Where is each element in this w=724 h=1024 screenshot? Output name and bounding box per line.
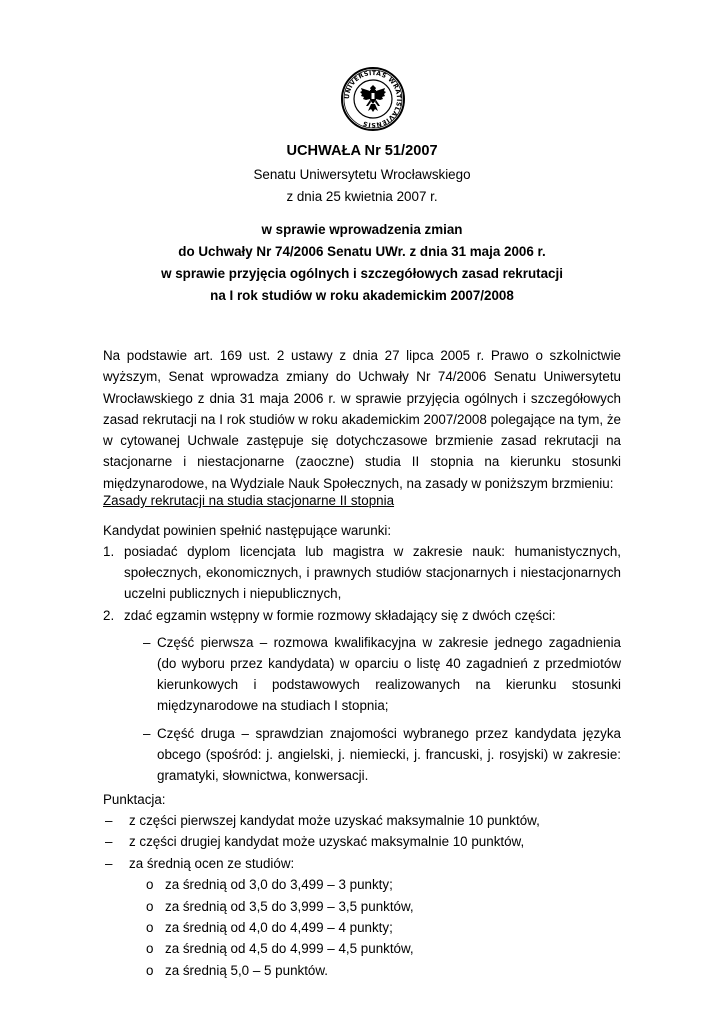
university-seal-icon [341, 67, 405, 131]
item-text: posiadać dyplom licencjata lub magistra w zakresie nauk: humanistycznych, społecznych, ekonomicznych, i prawnych studiów stacjonarnych i niestacjonarnych uczelni publicznych i niepublicznych, [124, 544, 621, 602]
subject-line: w sprawie wprowadzenia zmian [261, 222, 463, 237]
issuer: Senatu Uniwersytetu Wrocławskiego [253, 167, 471, 182]
dash-bullet: – [105, 834, 113, 850]
subject-line: w sprawie przyjęcia ogólnych i szczegółowych zasad rekrutacji [161, 266, 563, 281]
item-text: zdać egzamin wstępny w formie rozmowy składający się z dwóch części: [124, 607, 556, 623]
item-number: 1. [103, 544, 115, 559]
list-item [103, 917, 621, 938]
resolution-title: UCHWAŁA Nr 51/2007 [286, 143, 438, 159]
subject-line: na I rok studiów w roku akademickim 2007/2008 [210, 288, 514, 303]
conditions-list [103, 541, 621, 786]
scoring-heading: Punktacja: [103, 792, 166, 807]
circle-bullet: o [146, 898, 154, 914]
item-text: za średnią od 4,5 do 4,999 – 4,5 punktów, [165, 941, 414, 957]
item-text: za średnią 5,0 – 5 punktów. [165, 962, 329, 978]
list-item [103, 723, 621, 787]
circle-bullet: o [146, 919, 154, 935]
item-text: za średnią od 3,5 do 3,999 – 3,5 punktów, [165, 898, 414, 914]
dash-bullet: – [105, 855, 113, 871]
list-item [103, 605, 621, 626]
dash-bullet: – [143, 634, 151, 650]
scoring-list [103, 810, 621, 981]
list-item [103, 874, 621, 895]
section-heading: Zasady rekrutacji na studia stacjonarne II stopnia [103, 493, 395, 508]
list-item [103, 853, 621, 874]
list-item [103, 896, 621, 917]
exam-parts-list [103, 632, 621, 786]
item-text: Część druga – sprawdzian znajomości wybranego przez kandydata języka obcego (spośród: j. angielski, j. niemiecki, j. francuski, j. rosyjski) w zakresie: gramatyki, słownictwa, konwersacji. [157, 725, 621, 784]
item-text: z części drugiej kandydat może uzyskać maksymalnie 10 punktów, [129, 834, 525, 850]
circle-bullet: o [146, 941, 154, 957]
list-item [103, 960, 621, 981]
resolution-date: z dnia 25 kwietnia 2007 r. [286, 189, 438, 204]
candidate-intro: Kandydat powinien spełnić następujące warunki: [103, 523, 392, 538]
circle-bullet: o [146, 962, 154, 978]
item-text: z części pierwszej kandydat może uzyskać maksymalnie 10 punktów, [129, 813, 540, 828]
item-text: Część pierwsza – rozmowa kwalifikacyjna w zakresie jednego zagadnienia (do wyboru przez kandydata) w oparciu o listę 40 zagadnień z przedmiotów kierunkowych i podstawowych realizowanych na kierunku stosunki międzynarodowe na studiach I stopnia; [157, 634, 621, 714]
item-text: za średnią od 3,0 do 3,499 – 3 punkty; [165, 877, 393, 893]
subject-block [0, 219, 724, 307]
circle-bullet: o [146, 877, 154, 893]
list-item [103, 810, 621, 831]
item-text: za średnią ocen ze studiów: [129, 855, 295, 871]
intro-paragraph: Na podstawie art. 169 ust. 2 ustawy z dnia 27 lipca 2005 r. Prawo o szkolnictwie wyższym, Senat wprowadza zmiany do Uchwały Nr 74/2006 Senatu Uniwersytetu Wrocławskiego z dnia 31 maja 2006 r. w sprawie przyjęcia ogólnych i szczegółowych zasad rekrutacji na I rok studiów w roku akademickim 2007/2008 polegające na tym, że w cytowanej Uchwale zastępuje się dotychczasowe brzmienie zasad rekrutacji na stacjonarne i niestacjonarne (zaoczne) studia II stopnia na kierunku stosunki międzynarodowe, na Wydziale Nauk Społecznych, na zasady w poniższym brzmieniu: [103, 348, 621, 491]
subject-line: do Uchwały Nr 74/2006 Senatu UWr. z dnia 31 maja 2006 r. [178, 244, 546, 259]
item-text: za średnią od 4,0 do 4,499 – 4 punkty; [165, 919, 393, 935]
list-item [103, 632, 621, 717]
list-item [103, 831, 621, 852]
seal-text: UNIVERSITAS WRATISLAVIENSIS [343, 69, 403, 129]
item-number: 2. [103, 607, 115, 623]
list-item [103, 541, 621, 605]
dash-bullet: – [105, 813, 113, 828]
list-item [103, 938, 621, 959]
dash-bullet: – [143, 725, 151, 741]
